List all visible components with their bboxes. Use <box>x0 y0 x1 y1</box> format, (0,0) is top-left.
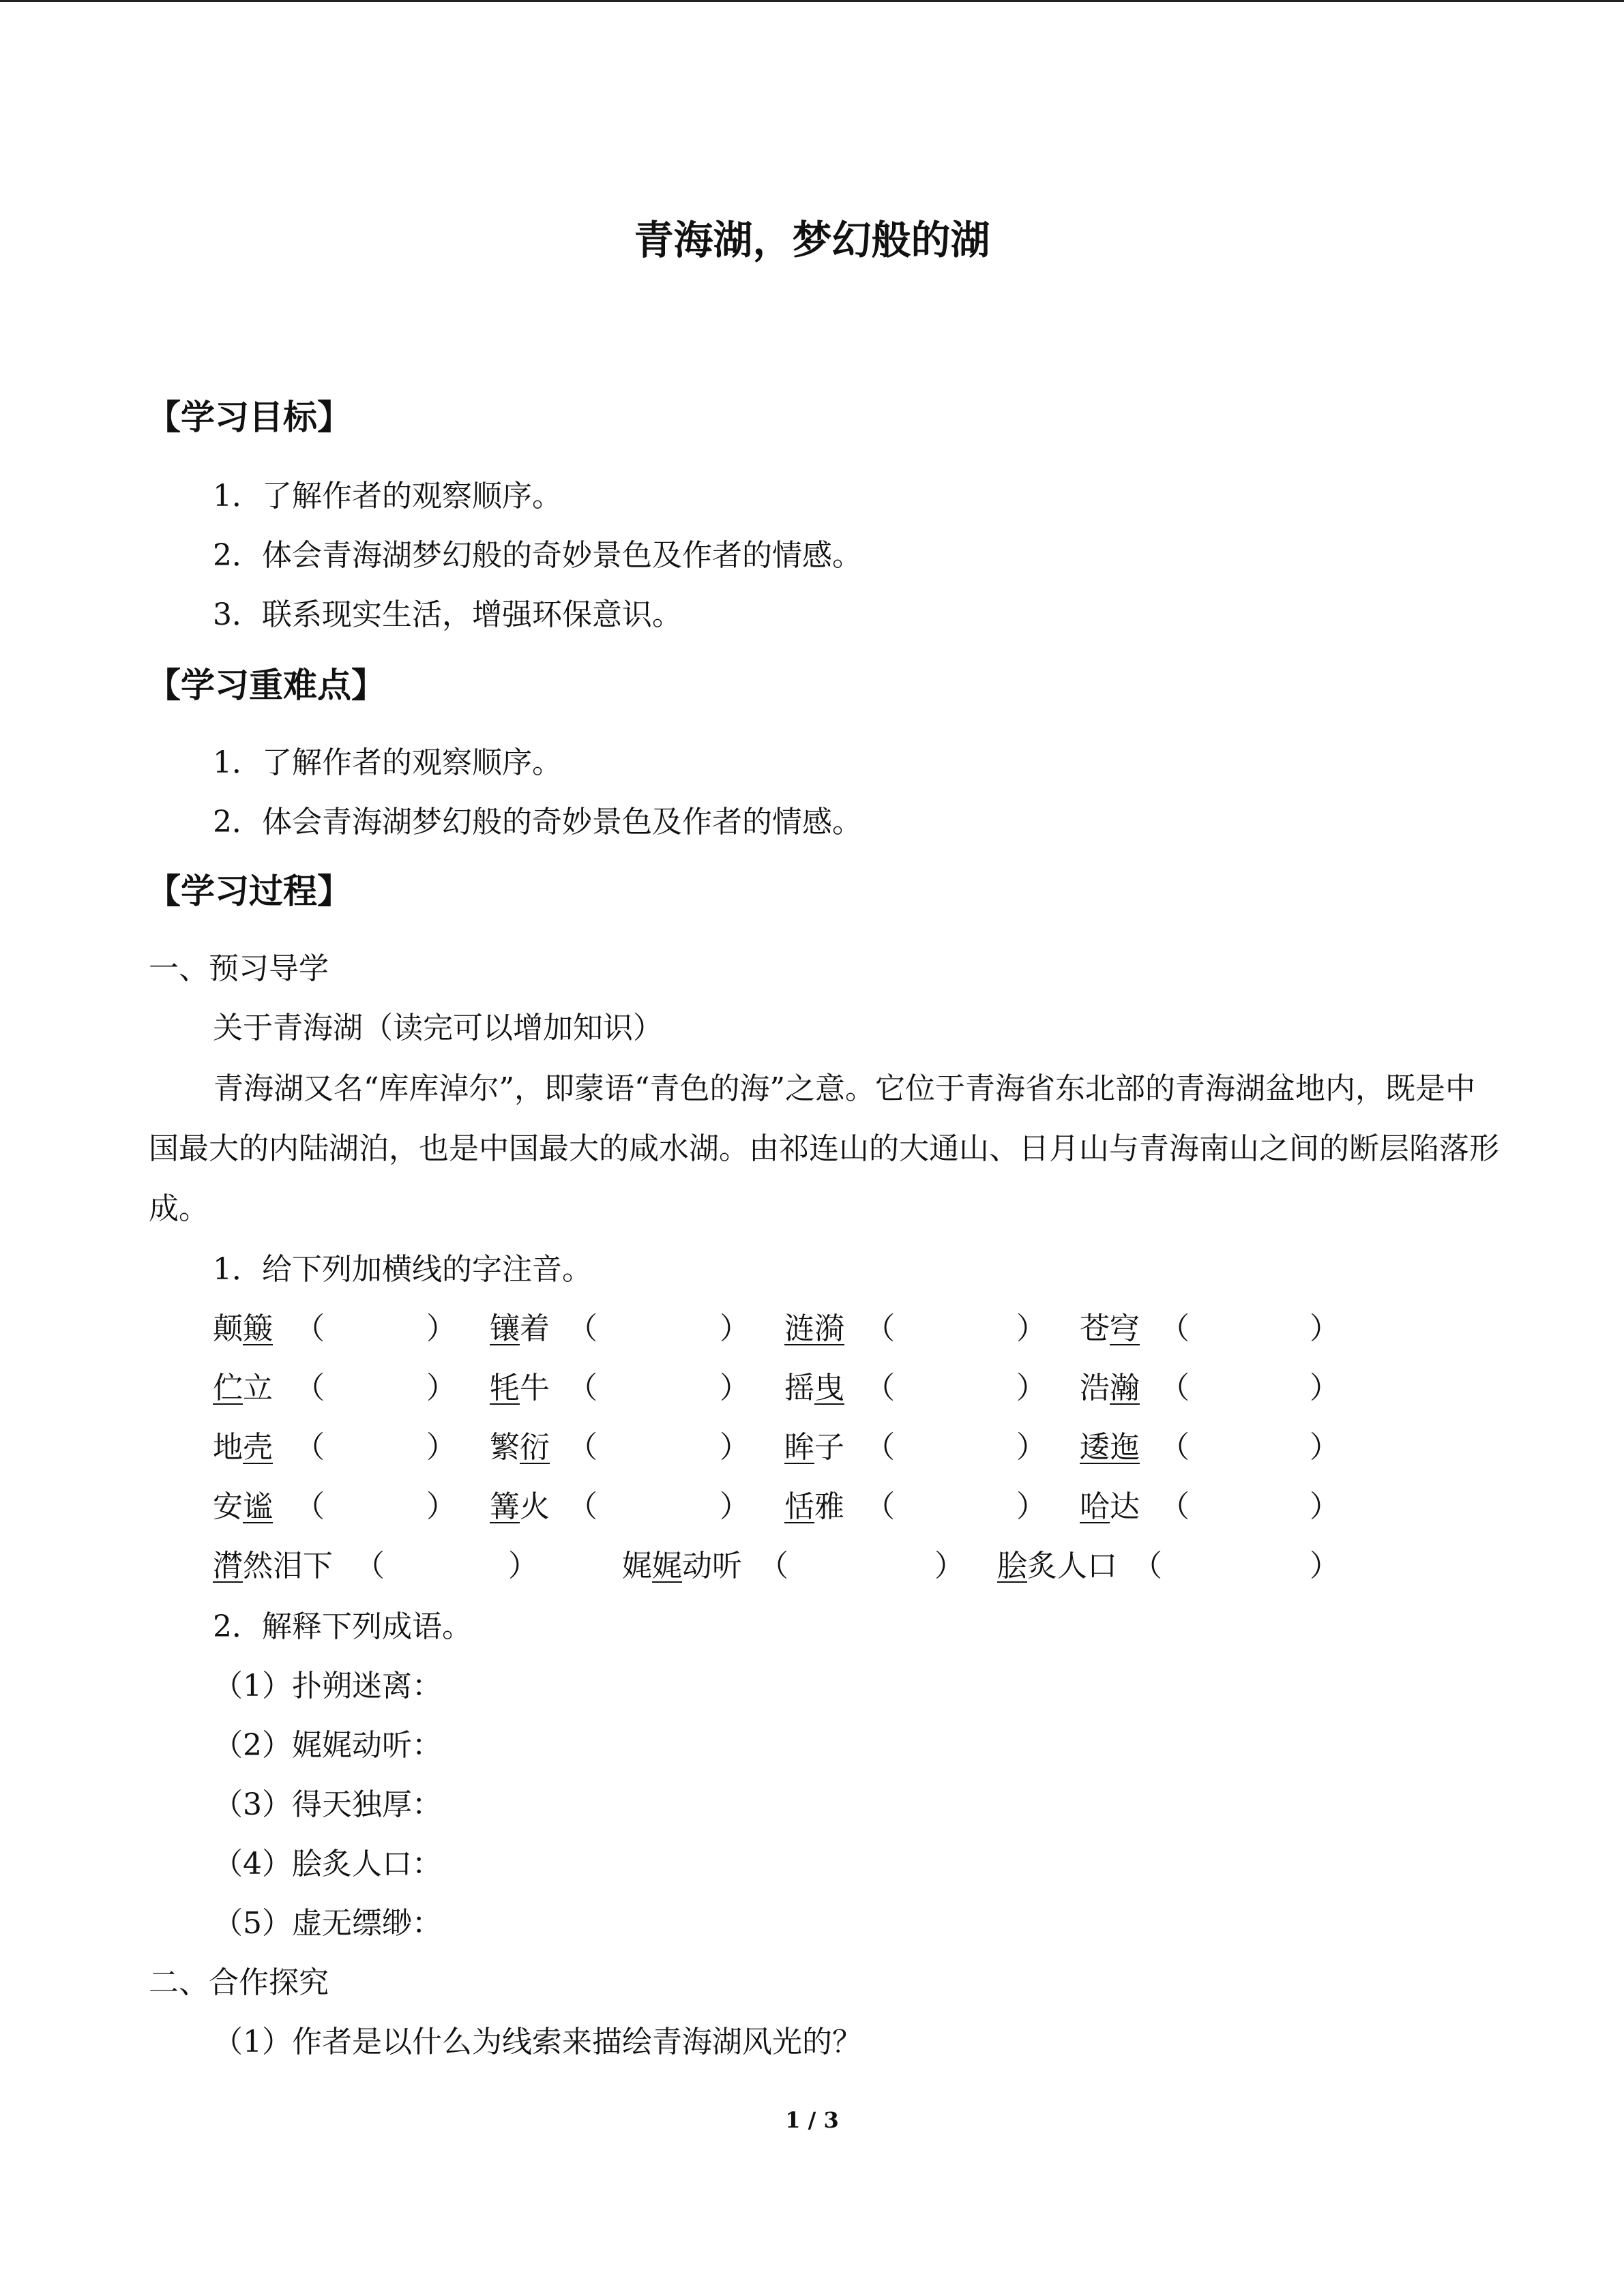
answer-blank-open: （ <box>865 1489 895 1524</box>
pinyin-word <box>784 1311 844 1346</box>
about-line: 关于青海湖（读完可以增加知识） <box>213 1011 663 1045</box>
answer-blank-open: （ <box>1160 1430 1190 1465</box>
answer-blank-close: ） <box>1310 1549 1340 1583</box>
underlined-char: 瀚 <box>1110 1371 1140 1405</box>
pinyin-word: 苍穹 <box>1080 1311 1140 1346</box>
answer-blank-close: ） <box>1016 1371 1046 1405</box>
underlined-char: 眸 <box>784 1430 814 1465</box>
pinyin-word: 颠簸 <box>213 1311 273 1346</box>
heading-key-points: 【学习重难点】 <box>147 666 385 705</box>
answer-blank-open: （ <box>1160 1311 1190 1346</box>
underlined-char: 镶 <box>490 1311 520 1346</box>
answer-blank-open: （ <box>1160 1371 1190 1405</box>
idiom-item: （2）娓娓动听： <box>213 1728 442 1763</box>
pinyin-word <box>1080 1430 1140 1465</box>
answer-blank-open: （ <box>567 1489 597 1524</box>
answer-blank-open: （ <box>295 1311 325 1346</box>
underlined-char: 牦 <box>490 1371 520 1405</box>
answer-blank-close: ） <box>934 1549 964 1583</box>
goal-item: 3．联系现实生活，增强环保意识。 <box>213 597 682 632</box>
question-2: 2．解释下列成语。 <box>213 1609 472 1644</box>
answer-blank-open: （ <box>295 1430 325 1465</box>
underlined-char: 潸 <box>213 1549 243 1583</box>
answer-blank-open: （ <box>567 1311 597 1346</box>
pinyin-word: 篝火 <box>490 1489 550 1524</box>
answer-blank-open: （ <box>295 1489 325 1524</box>
answer-blank-close: ） <box>1016 1430 1046 1465</box>
underlined-char: 曳 <box>814 1371 844 1405</box>
answer-blank-close: ） <box>1016 1489 1046 1524</box>
underlined-char: 篝 <box>490 1489 520 1524</box>
answer-blank-open: （ <box>758 1549 788 1583</box>
answer-blank-close: ） <box>1310 1311 1340 1346</box>
underlined-char: 脍 <box>997 1549 1027 1583</box>
key-point-item: 2．体会青海湖梦幻般的奇妙景色及作者的情感。 <box>213 805 862 839</box>
pinyin-word: 镶着 <box>490 1311 550 1346</box>
pinyin-word: 牦牛 <box>490 1371 550 1405</box>
underlined-char: 逶迤 <box>1080 1430 1140 1465</box>
underlined-char: 壳 <box>243 1430 273 1465</box>
answer-blank-open: （ <box>295 1371 325 1405</box>
underlined-char: 穹 <box>1110 1311 1140 1346</box>
pinyin-word: 潸然泪下 <box>213 1549 333 1583</box>
goal-item: 1．了解作者的观察顺序。 <box>213 479 562 513</box>
pinyin-word: 地壳 <box>213 1430 273 1465</box>
pinyin-word: 脍炙人口 <box>997 1549 1117 1583</box>
page-title: 青海湖，梦幻般的湖 <box>634 217 990 263</box>
idiom-item: （3）得天独厚： <box>213 1787 442 1822</box>
underlined-char: 涟漪 <box>784 1311 844 1346</box>
pinyin-word: 恬雅 <box>784 1489 844 1524</box>
pinyin-word: 繁衍 <box>490 1430 550 1465</box>
underlined-char: 哈 <box>1080 1489 1110 1524</box>
answer-blank-close: ） <box>720 1311 750 1346</box>
key-point-item: 1．了解作者的观察顺序。 <box>213 745 562 780</box>
pinyin-word: 娓娓动听 <box>622 1549 742 1583</box>
answer-blank-open: （ <box>865 1311 895 1346</box>
underlined-char: 谧 <box>243 1489 273 1524</box>
part2-heading: 二、合作探究 <box>149 1965 329 2000</box>
part1-heading: 一、预习导学 <box>149 951 329 986</box>
pinyin-word: 伫立 <box>213 1371 273 1405</box>
answer-blank-open: （ <box>355 1549 385 1583</box>
answer-blank-close: ） <box>720 1371 750 1405</box>
answer-blank-close: ） <box>1016 1311 1046 1346</box>
pinyin-word: 浩瀚 <box>1080 1371 1140 1405</box>
heading-process: 【学习过程】 <box>147 871 351 911</box>
answer-blank-open: （ <box>567 1371 597 1405</box>
underlined-char: 伫 <box>213 1371 243 1405</box>
page-number: 1 / 3 <box>785 2107 839 2133</box>
answer-blank-open: （ <box>1160 1489 1190 1524</box>
underlined-char: 恬 <box>784 1489 814 1524</box>
intro-paragraph: 青海湖又名“库库淖尔”，即蒙语“青色的海”之意。它位于青海省东北部的青海湖盆地内，既是中国最大的内陆湖泊，也是中国最大的咸水湖。由祁连山的大通山、日月山与青海南山之间的断层陷落形成。 <box>149 1071 1499 1226</box>
answer-blank-close: ） <box>1310 1489 1340 1524</box>
heading-goals: 【学习目标】 <box>147 398 351 437</box>
idiom-item: （4）脍炙人口： <box>213 1847 442 1881</box>
answer-blank-close: ） <box>426 1371 456 1405</box>
idiom-item: （5）虚无缥缈： <box>213 1906 442 1941</box>
answer-blank-open: （ <box>1132 1549 1162 1583</box>
answer-blank-close: ） <box>1310 1371 1340 1405</box>
answer-blank-close: ） <box>1310 1430 1340 1465</box>
answer-blank-close: ） <box>426 1311 456 1346</box>
idiom-item: （1）扑朔迷离： <box>213 1669 442 1703</box>
goal-item: 2．体会青海湖梦幻般的奇妙景色及作者的情感。 <box>213 538 862 573</box>
pinyin-word: 哈达 <box>1080 1489 1140 1524</box>
top-border <box>0 0 1624 2</box>
underlined-char: 簸 <box>243 1311 273 1346</box>
answer-blank-open: （ <box>567 1430 597 1465</box>
underlined-char: 娓 <box>652 1549 682 1583</box>
pinyin-word: 摇曳 <box>784 1371 844 1405</box>
answer-blank-close: ） <box>426 1430 456 1465</box>
answer-blank-open: （ <box>865 1430 895 1465</box>
pinyin-word: 安谧 <box>213 1489 273 1524</box>
answer-blank-close: ） <box>720 1489 750 1524</box>
answer-blank-close: ） <box>720 1430 750 1465</box>
answer-blank-open: （ <box>865 1371 895 1405</box>
coop-question-1: （1）作者是以什么为线索来描绘青海湖风光的？ <box>213 2025 862 2059</box>
answer-blank-close: ） <box>426 1489 456 1524</box>
pinyin-word: 眸子 <box>784 1430 844 1465</box>
answer-blank-close: ） <box>508 1549 538 1583</box>
underlined-char: 衍 <box>520 1430 550 1465</box>
question-1: 1．给下列加横线的字注音。 <box>213 1252 592 1287</box>
